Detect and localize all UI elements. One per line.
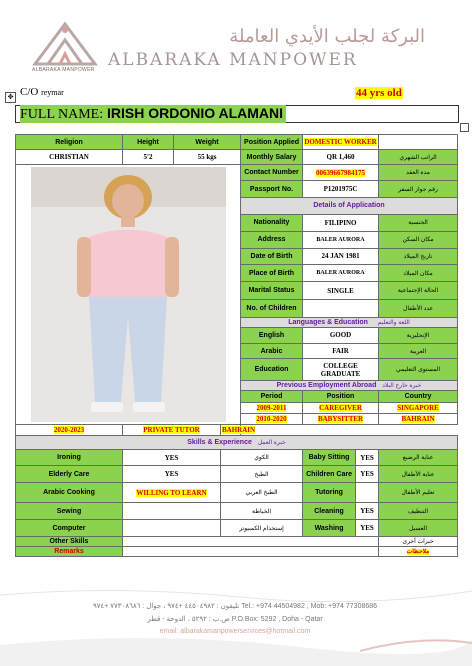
applicant-sheet xyxy=(15,134,458,557)
height-label: Height xyxy=(123,135,174,150)
passport-value: P1201975C xyxy=(303,181,379,198)
period-cell xyxy=(241,413,303,424)
skill-right-label: Tutoring xyxy=(303,483,356,503)
skill-right-arabic: تعليم الأطفال xyxy=(379,483,458,503)
country-cell xyxy=(221,425,256,436)
age-badge: 44 yrs old xyxy=(356,87,402,99)
languages-section-title xyxy=(241,317,458,327)
skill-left-arabic: الكوي xyxy=(221,450,303,466)
other-skills-row xyxy=(16,537,458,547)
dob-value: 24 JAN 1981 xyxy=(303,248,379,264)
basic-header-row xyxy=(16,135,458,150)
footer-email-line[interactable]: email: albarakamanpowerservices@hotmail.com xyxy=(159,628,311,635)
employment-section-title xyxy=(241,381,458,391)
skill-left-label: Sewing xyxy=(16,503,123,520)
position-value: DOMESTIC WORKER xyxy=(304,138,377,146)
arabic-value: FAIR xyxy=(303,343,379,358)
skill-right-label: Baby Sitting xyxy=(303,450,356,466)
skill-left-arabic: الطبخ xyxy=(221,466,303,483)
arabic-company-title: البركة لجلب الأيدي العاملة xyxy=(229,26,425,47)
skill-right-value: YES xyxy=(356,450,379,466)
contact-row xyxy=(16,165,458,181)
footer-phone-line: تليفون : ٤٤٥٠٤٩٨٢ +٩٧٤ ، جوال : ٧٧٣٠٨٦٨٦ +٩٧٤ Tel.: +974 44504982 , Mob: +974 77308686 xyxy=(92,603,378,610)
full-name-line xyxy=(20,105,286,123)
address-label: Address xyxy=(241,231,303,248)
position-cell xyxy=(303,402,379,413)
english-company-title: ALBARAKA MANPOWER xyxy=(108,50,358,70)
skill-right-arabic: عناية الرضيع xyxy=(379,450,458,466)
skill-left-label: Computer xyxy=(16,520,123,537)
photo-cell xyxy=(16,165,241,425)
nationality-arabic: الجنسية xyxy=(379,214,458,231)
dob-arabic: تاريخ الميلاد xyxy=(379,248,458,264)
basic-value-row xyxy=(16,150,458,165)
children-label: No. of Children xyxy=(241,300,303,317)
country-col-header: Country xyxy=(379,391,458,402)
table-move-handle-icon[interactable]: ✥ xyxy=(5,92,16,103)
education-arabic: المستوى التعليمي xyxy=(379,359,458,381)
skill-right-value: YES xyxy=(356,503,379,520)
footer-address-line: ص.ب : ٥٢٩٢ ، الدوحة - قطر P.O.Box: 5292 , Doha - Qatar xyxy=(147,616,323,623)
period-cell xyxy=(241,402,303,413)
skill-row xyxy=(16,450,458,466)
passport-arabic: رقم جواز السفر xyxy=(379,181,458,198)
skill-right-label: Cleaning xyxy=(303,503,356,520)
skill-right-value: YES xyxy=(356,520,379,537)
nationality-value: FILIPINO xyxy=(303,214,379,231)
religion-value: CHRISTIAN xyxy=(16,150,123,165)
skill-right-arabic: التنظيف xyxy=(379,503,458,520)
skills-section-row xyxy=(16,436,458,450)
employment-country: BAHRAIN xyxy=(222,426,256,434)
position-label: Position Applied xyxy=(241,135,303,150)
arabic-label: Arabic xyxy=(241,343,303,358)
applicant-photo-icon xyxy=(31,167,226,422)
other-skills-value xyxy=(123,537,379,547)
religion-label: Religion xyxy=(16,135,123,150)
care-of-name: reymar xyxy=(41,88,64,97)
languages-title-en: Languages & Education xyxy=(288,318,368,326)
languages-title-ar: اللغة والتعليم xyxy=(377,319,410,326)
application-section-title: Details of Application xyxy=(241,198,458,214)
other-skills-label: Other Skills xyxy=(16,537,123,547)
contact-label: Contact Number xyxy=(241,165,303,181)
pob-value: BALER AURORA xyxy=(303,265,379,282)
period-cell xyxy=(16,425,123,436)
marital-value: SINGLE xyxy=(303,282,379,300)
employment-title-en: Previous Employment Abroad xyxy=(276,382,377,390)
pob-arabic: مكان الميلاد xyxy=(379,265,458,282)
skill-left-arabic: الطبخ العربي xyxy=(221,483,303,503)
skill-right-value xyxy=(356,483,379,503)
skill-left-value xyxy=(123,520,221,537)
full-name-label: FULL NAME: xyxy=(20,107,104,122)
skill-row xyxy=(16,520,458,537)
period-col-header: Period xyxy=(241,391,303,402)
contact-value-cell xyxy=(303,165,379,181)
weight-label: Weight xyxy=(174,135,241,150)
education-label: Education xyxy=(241,359,303,381)
skill-right-arabic: عناية الأطفال xyxy=(379,466,458,483)
skill-right-arabic: الغسيل xyxy=(379,520,458,537)
employment-country: BAHRAIN xyxy=(401,414,435,423)
skills-title-ar: خبرة العمل xyxy=(257,440,286,446)
salary-label: Monthly Salary xyxy=(241,150,303,165)
passport-label: Passport No. xyxy=(241,181,303,198)
remarks-arabic-cell xyxy=(379,547,458,557)
care-of-line xyxy=(20,86,64,98)
nationality-label: Nationality xyxy=(241,214,303,231)
other-skills-arabic: خبرات أخرى xyxy=(379,537,458,547)
contact-value: 00639667984175 xyxy=(316,168,366,177)
skill-left-arabic: الخياطة xyxy=(221,503,303,520)
skill-left-value: YES xyxy=(123,466,221,483)
skills-title-en: Skills & Experience xyxy=(187,439,252,446)
employment-row xyxy=(16,425,458,436)
skill-left-label: Ironing xyxy=(16,450,123,466)
salary-value: QR 1,460 xyxy=(303,150,379,165)
skill-left-value: WILLING TO LEARN xyxy=(136,488,207,497)
marital-arabic: الحالة الإجتماعية xyxy=(379,282,458,300)
employment-period: 2020-2023 xyxy=(53,426,85,434)
arabic-arabic: العربية xyxy=(379,343,458,358)
country-cell xyxy=(379,402,458,413)
remarks-arabic: ملاحظات xyxy=(406,549,430,555)
blank-cell xyxy=(379,135,458,150)
employment-position: BABYSITTER xyxy=(317,414,364,423)
english-label: English xyxy=(241,327,303,343)
children-value xyxy=(303,300,379,317)
weight-value: 55 kgs xyxy=(174,150,241,165)
skill-right-value: YES xyxy=(356,466,379,483)
position-value-cell xyxy=(303,135,379,150)
employment-position: CAREGIVER xyxy=(319,403,362,412)
pob-label: Place of Birth xyxy=(241,265,303,282)
employment-country: SINGAPORE xyxy=(397,403,439,412)
skill-left-label: Arabic Cooking xyxy=(16,483,123,503)
address-arabic: مكان السكن xyxy=(379,231,458,248)
remarks-label: Remarks xyxy=(16,547,123,557)
remarks-row xyxy=(16,547,458,557)
skill-left-value: YES xyxy=(123,450,221,466)
skill-row xyxy=(16,466,458,483)
skill-left-label: Elderly Care xyxy=(16,466,123,483)
skill-right-label: Children Care xyxy=(303,466,356,483)
position-col-header: Position xyxy=(303,391,379,402)
contact-arabic: مدة العقد xyxy=(379,165,458,181)
skill-row xyxy=(16,503,458,520)
marital-label: Marital Status xyxy=(241,282,303,300)
height-value: 5'2 xyxy=(123,150,174,165)
employment-title-ar: خبرة خارج البلاد xyxy=(382,383,422,390)
footer-wave-decoration xyxy=(0,585,472,666)
resize-handle[interactable] xyxy=(460,123,469,132)
dob-label: Date of Birth xyxy=(241,248,303,264)
full-name-value: IRISH ORDONIO ALAMANI xyxy=(106,105,284,121)
skill-row xyxy=(16,483,458,503)
skill-left-value xyxy=(123,503,221,520)
children-arabic: عدد الأطفال xyxy=(379,300,458,317)
albaraka-logo-icon xyxy=(30,18,100,66)
skills-section-title xyxy=(16,436,458,450)
skill-right-label: Washing xyxy=(303,520,356,537)
english-arabic: الإنجليزية xyxy=(379,327,458,343)
employment-period: 2009-2011 xyxy=(256,403,287,412)
skill-left-value-cell xyxy=(123,483,221,503)
skill-left-arabic: إستخدام الكمبيوتر xyxy=(221,520,303,537)
employment-position: PRIVATE TUTOR xyxy=(143,426,200,434)
position-cell xyxy=(303,413,379,424)
position-cell xyxy=(123,425,221,436)
employment-period: 2010-2020 xyxy=(256,414,287,423)
salary-arabic: الراتب الشهري xyxy=(379,150,458,165)
care-of-prefix: C/O xyxy=(20,86,39,98)
remarks-value xyxy=(123,547,379,557)
logo-subtitle: ALBARAKA MANPOWER xyxy=(32,67,95,73)
english-value: GOOD xyxy=(303,327,379,343)
applicant-photo xyxy=(31,167,226,422)
country-cell xyxy=(379,413,458,424)
education-value: COLLEGE GRADUATE xyxy=(303,359,379,381)
address-value: BALER AURORA xyxy=(303,231,379,248)
